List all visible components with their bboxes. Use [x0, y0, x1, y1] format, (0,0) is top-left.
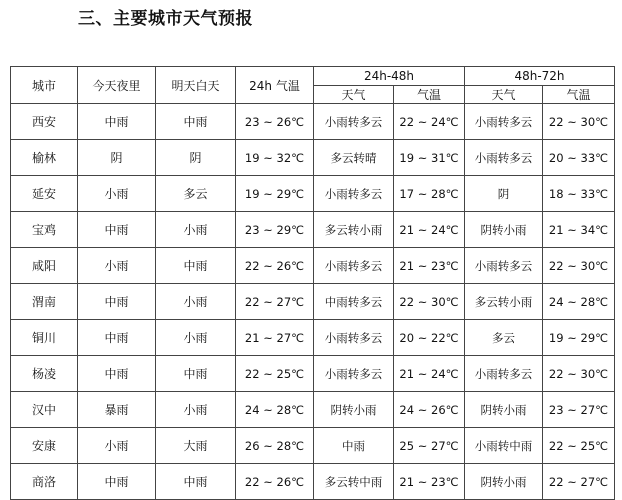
table-row — [11, 428, 615, 464]
tonight-cell: 暴雨 — [78, 392, 156, 428]
header-tomorrow: 明天白天 — [156, 67, 236, 104]
header-temp-48h: 气温 — [394, 86, 465, 104]
table-row — [11, 104, 615, 140]
tomorrow-cell: 多云 — [156, 176, 236, 212]
header-temp-72h: 气温 — [543, 86, 615, 104]
weather-48h-cell: 小雨转多云 — [314, 176, 394, 212]
header-weather-48h: 天气 — [314, 86, 394, 104]
temp-24h-cell: 21 ~ 27℃ — [236, 320, 314, 356]
weather-72h-cell: 阴转小雨 — [465, 464, 543, 500]
table-row — [11, 248, 615, 284]
weather-72h-cell: 多云转小雨 — [465, 284, 543, 320]
temp-72h-cell: 20 ~ 33℃ — [543, 140, 615, 176]
tomorrow-cell: 小雨 — [156, 284, 236, 320]
temp-48h-cell: 25 ~ 27℃ — [394, 428, 465, 464]
temp-72h-cell: 21 ~ 34℃ — [543, 212, 615, 248]
weather-48h-cell: 小雨转多云 — [314, 320, 394, 356]
tomorrow-cell: 中雨 — [156, 356, 236, 392]
tomorrow-cell: 中雨 — [156, 248, 236, 284]
tonight-cell: 小雨 — [78, 428, 156, 464]
temp-72h-cell: 22 ~ 30℃ — [543, 248, 615, 284]
temp-48h-cell: 22 ~ 30℃ — [394, 284, 465, 320]
temp-72h-cell: 24 ~ 28℃ — [543, 284, 615, 320]
temp-24h-cell: 19 ~ 32℃ — [236, 140, 314, 176]
temp-48h-cell: 24 ~ 26℃ — [394, 392, 465, 428]
temp-72h-cell: 22 ~ 27℃ — [543, 464, 615, 500]
weather-72h-cell: 小雨转多云 — [465, 140, 543, 176]
table-row — [11, 320, 615, 356]
weather-48h-cell: 小雨转多云 — [314, 356, 394, 392]
temp-48h-cell: 20 ~ 22℃ — [394, 320, 465, 356]
city-cell: 铜川 — [11, 320, 78, 356]
city-cell: 宝鸡 — [11, 212, 78, 248]
weather-72h-cell: 小雨转多云 — [465, 248, 543, 284]
city-cell: 西安 — [11, 104, 78, 140]
temp-72h-cell: 23 ~ 27℃ — [543, 392, 615, 428]
temp-48h-cell: 22 ~ 24℃ — [394, 104, 465, 140]
tomorrow-cell: 大雨 — [156, 428, 236, 464]
city-cell: 榆林 — [11, 140, 78, 176]
temp-48h-cell: 21 ~ 24℃ — [394, 212, 465, 248]
table-row — [11, 140, 615, 176]
temp-24h-cell: 22 ~ 26℃ — [236, 464, 314, 500]
table-row — [11, 356, 615, 392]
weather-72h-cell: 阴 — [465, 176, 543, 212]
table-row — [11, 212, 615, 248]
tomorrow-cell: 小雨 — [156, 212, 236, 248]
table-row — [11, 464, 615, 500]
temp-72h-cell: 18 ~ 33℃ — [543, 176, 615, 212]
tonight-cell: 中雨 — [78, 356, 156, 392]
tonight-cell: 中雨 — [78, 104, 156, 140]
tonight-cell: 中雨 — [78, 284, 156, 320]
temp-48h-cell: 21 ~ 24℃ — [394, 356, 465, 392]
weather-72h-cell: 阴转小雨 — [465, 212, 543, 248]
tomorrow-cell: 中雨 — [156, 104, 236, 140]
tonight-cell: 小雨 — [78, 248, 156, 284]
weather-48h-cell: 多云转晴 — [314, 140, 394, 176]
header-group-48-72h: 48h-72h — [465, 67, 615, 86]
tomorrow-cell: 阴 — [156, 140, 236, 176]
temp-24h-cell: 23 ~ 26℃ — [236, 104, 314, 140]
city-cell: 咸阳 — [11, 248, 78, 284]
temp-72h-cell: 22 ~ 30℃ — [543, 356, 615, 392]
weather-72h-cell: 阴转小雨 — [465, 392, 543, 428]
weather-48h-cell: 小雨转多云 — [314, 248, 394, 284]
weather-48h-cell: 中雨 — [314, 428, 394, 464]
tomorrow-cell: 中雨 — [156, 464, 236, 500]
city-cell: 安康 — [11, 428, 78, 464]
header-temp-24h: 24h 气温 — [236, 67, 314, 104]
temp-24h-cell: 23 ~ 29℃ — [236, 212, 314, 248]
header-group-24-48h: 24h-48h — [314, 67, 465, 86]
temp-72h-cell: 19 ~ 29℃ — [543, 320, 615, 356]
temp-48h-cell: 21 ~ 23℃ — [394, 248, 465, 284]
temp-24h-cell: 22 ~ 25℃ — [236, 356, 314, 392]
table-row — [11, 176, 615, 212]
weather-48h-cell: 阴转小雨 — [314, 392, 394, 428]
temp-48h-cell: 21 ~ 23℃ — [394, 464, 465, 500]
temp-72h-cell: 22 ~ 25℃ — [543, 428, 615, 464]
tomorrow-cell: 小雨 — [156, 320, 236, 356]
tomorrow-cell: 小雨 — [156, 392, 236, 428]
city-cell: 渭南 — [11, 284, 78, 320]
weather-72h-cell: 小雨转多云 — [465, 104, 543, 140]
weather-forecast-table — [10, 66, 615, 500]
temp-24h-cell: 22 ~ 27℃ — [236, 284, 314, 320]
header-weather-72h: 天气 — [465, 86, 543, 104]
weather-72h-cell: 小雨转多云 — [465, 356, 543, 392]
table-row — [11, 284, 615, 320]
city-cell: 汉中 — [11, 392, 78, 428]
tonight-cell: 中雨 — [78, 212, 156, 248]
weather-48h-cell: 多云转中雨 — [314, 464, 394, 500]
temp-48h-cell: 19 ~ 31℃ — [394, 140, 465, 176]
header-city: 城市 — [11, 67, 78, 104]
city-cell: 商洛 — [11, 464, 78, 500]
temp-24h-cell: 24 ~ 28℃ — [236, 392, 314, 428]
tonight-cell: 阴 — [78, 140, 156, 176]
temp-24h-cell: 22 ~ 26℃ — [236, 248, 314, 284]
temp-24h-cell: 19 ~ 29℃ — [236, 176, 314, 212]
tonight-cell: 小雨 — [78, 176, 156, 212]
city-cell: 延安 — [11, 176, 78, 212]
temp-24h-cell: 26 ~ 28℃ — [236, 428, 314, 464]
header-row — [11, 67, 615, 86]
temp-48h-cell: 17 ~ 28℃ — [394, 176, 465, 212]
table-row — [11, 392, 615, 428]
city-cell: 杨凌 — [11, 356, 78, 392]
temp-72h-cell: 22 ~ 30℃ — [543, 104, 615, 140]
tonight-cell: 中雨 — [78, 464, 156, 500]
weather-48h-cell: 中雨转多云 — [314, 284, 394, 320]
weather-48h-cell: 小雨转多云 — [314, 104, 394, 140]
weather-48h-cell: 多云转小雨 — [314, 212, 394, 248]
weather-72h-cell: 小雨转中雨 — [465, 428, 543, 464]
header-tonight: 今天夜里 — [78, 67, 156, 104]
weather-72h-cell: 多云 — [465, 320, 543, 356]
page-title: 三、主要城市天气预报 — [78, 9, 253, 29]
tonight-cell: 中雨 — [78, 320, 156, 356]
